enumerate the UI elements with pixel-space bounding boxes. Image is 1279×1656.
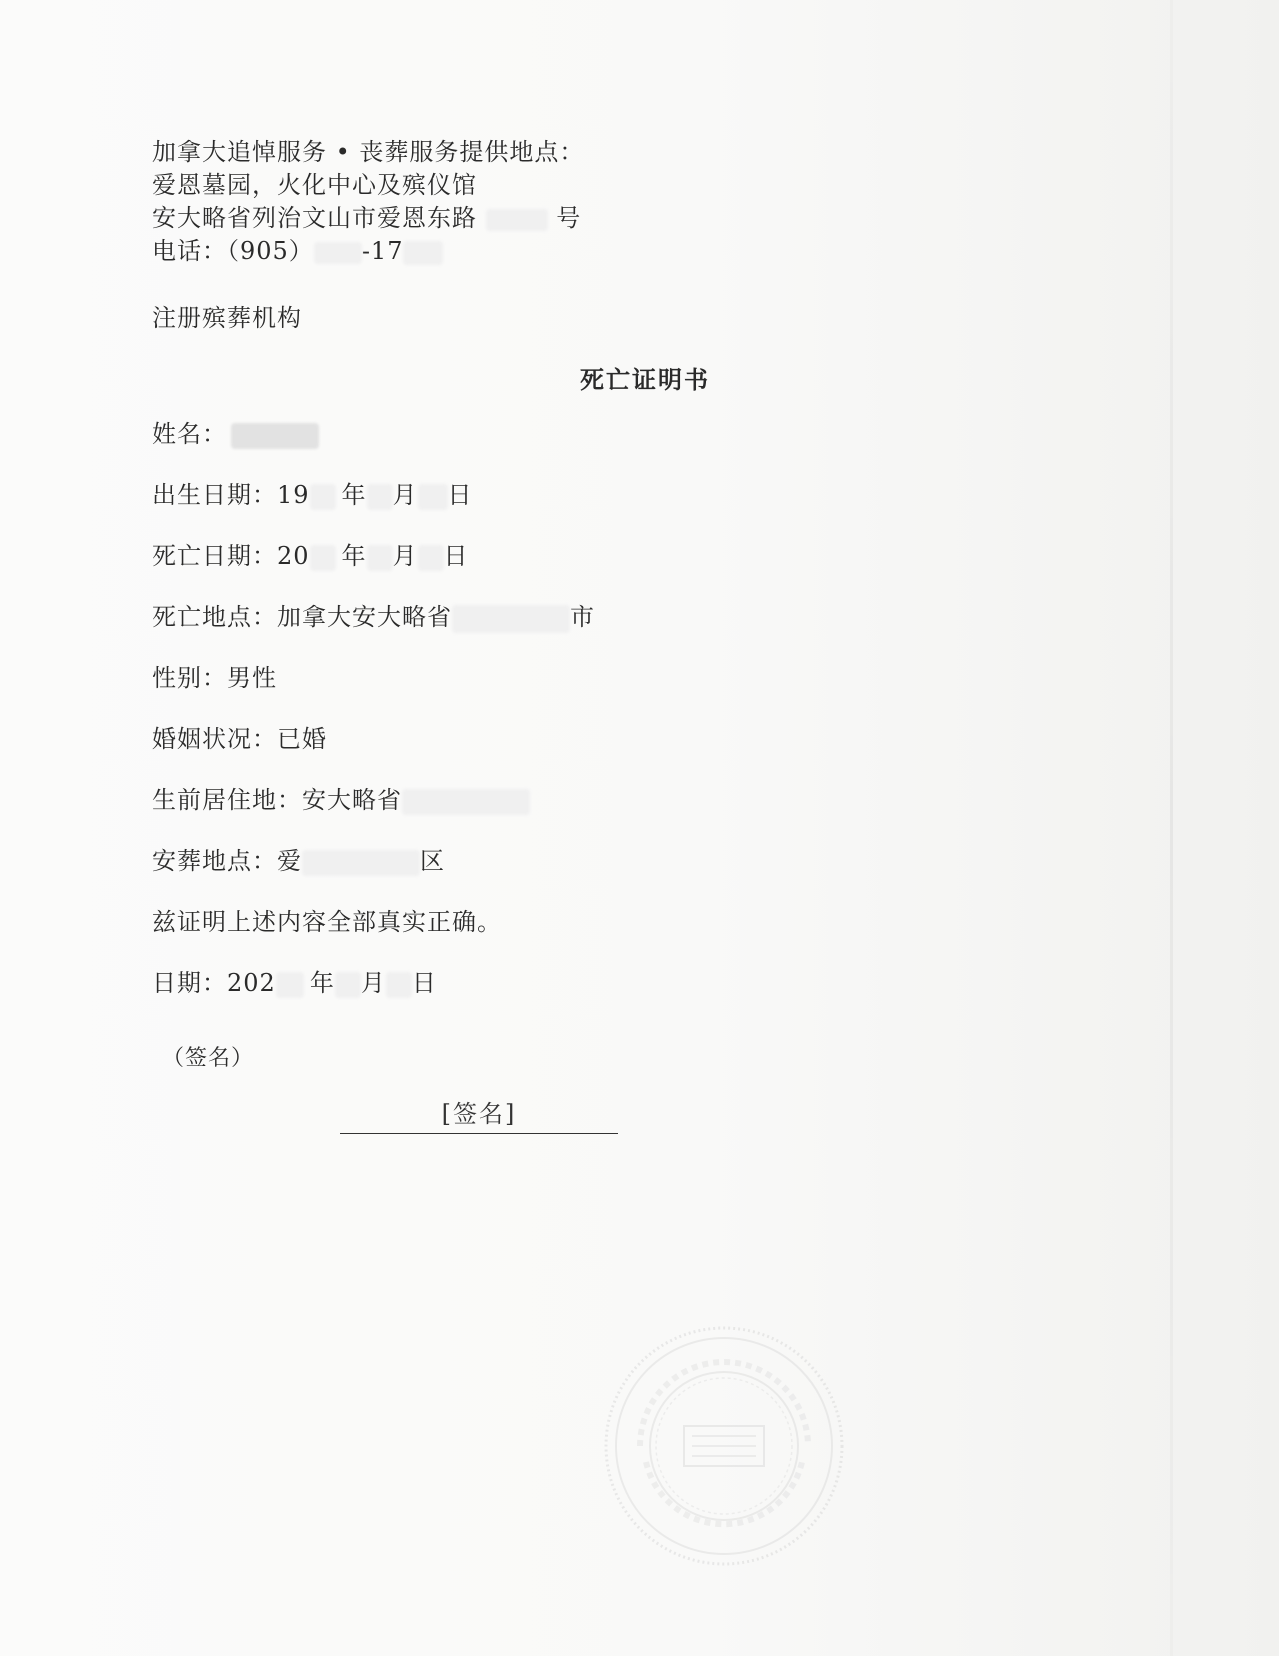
signature-placeholder: [签名] <box>441 1100 517 1128</box>
month-unit: 月 <box>392 542 418 570</box>
field-label: 日期： <box>152 969 227 997</box>
field-death-place <box>152 597 595 633</box>
year-prefix: 19 <box>277 481 310 509</box>
redaction <box>486 209 548 231</box>
redaction <box>231 423 319 449</box>
day-unit: 日 <box>411 969 437 997</box>
field-gender <box>152 658 277 693</box>
day-unit: 日 <box>443 542 469 570</box>
field-value: 加拿大安大略省 <box>277 603 452 631</box>
field-value: 安大略省 <box>302 786 402 814</box>
redaction <box>367 484 393 510</box>
header-line-2: 爱恩墓园，火化中心及殡仪馆 <box>152 171 477 199</box>
redaction <box>310 484 336 510</box>
field-label: 姓名： <box>152 420 227 448</box>
field-label: 婚姻状况： <box>152 725 277 753</box>
redaction <box>314 242 362 264</box>
field-value: 爱 <box>277 847 302 875</box>
redaction <box>452 605 570 633</box>
address-text: 安大略省列治文山市爱恩东路 <box>152 204 486 232</box>
redaction <box>310 545 336 571</box>
registered-org: 注册殡葬机构 <box>152 304 302 332</box>
year-unit: 年 <box>341 542 367 570</box>
header-address <box>152 202 584 235</box>
field-date <box>152 963 437 998</box>
paper-fold <box>1170 0 1173 1656</box>
field-name <box>152 414 319 449</box>
field-value-suffix: 市 <box>570 603 595 631</box>
redaction <box>418 545 444 571</box>
redaction <box>276 972 304 998</box>
redaction <box>335 972 361 998</box>
year-unit: 年 <box>341 481 367 509</box>
year-prefix: 202 <box>227 969 276 997</box>
certification-statement: 兹证明上述内容全部真实正确。 <box>152 908 502 936</box>
header-line-1: 加拿大追悼服务 • 丧葬服务提供地点： <box>152 138 585 166</box>
field-death-date <box>152 536 469 571</box>
phone-part: -17 <box>361 237 404 265</box>
year-unit: 年 <box>309 969 335 997</box>
field-value: 已婚 <box>277 725 327 753</box>
field-marital-status <box>152 719 327 754</box>
redaction <box>402 789 530 815</box>
field-label: 死亡地点： <box>152 603 277 631</box>
field-label: 出生日期： <box>152 481 277 509</box>
field-birth-date <box>152 475 473 510</box>
month-unit: 月 <box>392 481 418 509</box>
redaction <box>302 850 420 876</box>
redaction <box>367 545 393 571</box>
address-suffix: 号 <box>547 204 582 232</box>
redaction <box>386 972 412 998</box>
signature-block <box>340 1094 618 1134</box>
field-label: 性别： <box>152 664 227 692</box>
header-phone <box>152 235 584 268</box>
phone-text: 电话：（905） <box>152 237 314 265</box>
field-value-suffix: 区 <box>420 847 445 875</box>
signature-label: （签名） <box>162 1046 255 1071</box>
redaction <box>418 484 448 510</box>
month-unit: 月 <box>360 969 386 997</box>
field-label: 死亡日期： <box>152 542 277 570</box>
field-value: 男性 <box>227 664 277 692</box>
funeral-home-header <box>152 136 584 268</box>
document-title: 死亡证明书 <box>580 365 710 394</box>
year-prefix: 20 <box>277 542 310 570</box>
field-residence <box>152 780 530 815</box>
field-burial-place <box>152 841 445 876</box>
day-unit: 日 <box>447 481 473 509</box>
redaction <box>403 241 443 265</box>
field-label: 生前居住地： <box>152 786 302 814</box>
embossed-seal-icon <box>600 1322 848 1570</box>
field-label: 安葬地点： <box>152 847 277 875</box>
signature-line <box>340 1133 618 1134</box>
